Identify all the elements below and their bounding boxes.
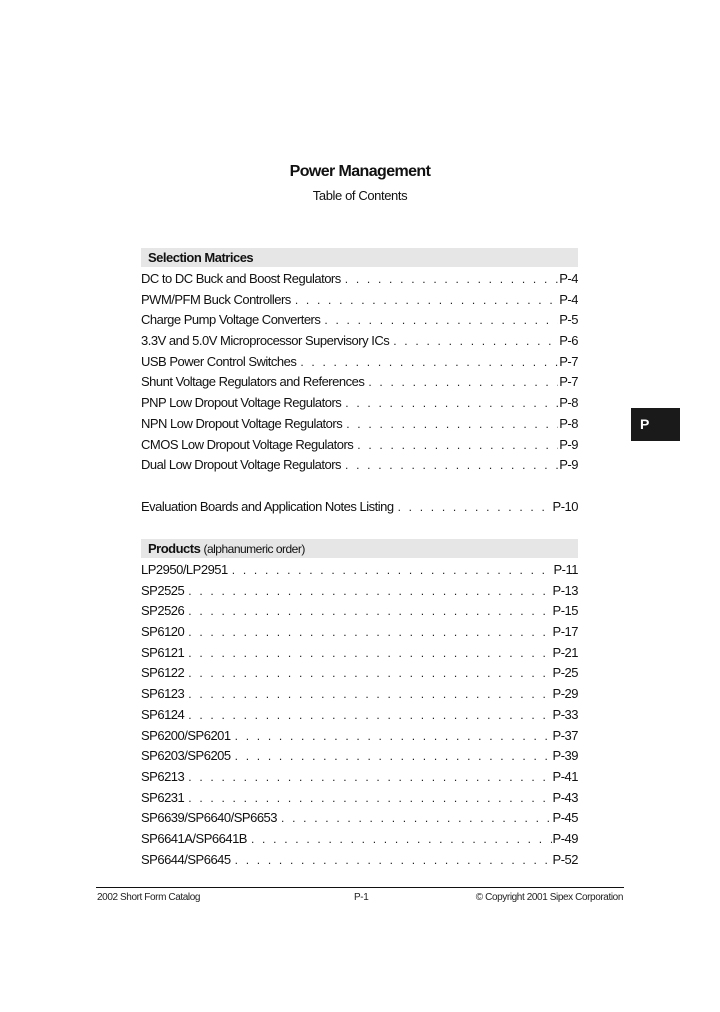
toc-entry-page: P-43 (552, 789, 578, 805)
dot-leader (346, 414, 558, 435)
toc-entry[interactable] (141, 435, 578, 456)
section-heading: Products (148, 541, 201, 556)
dot-leader (345, 393, 558, 414)
page-title: Power Management (289, 163, 431, 180)
toc-entry-page: P-41 (552, 768, 578, 784)
toc-entry[interactable] (141, 372, 578, 393)
dot-leader (235, 746, 552, 767)
dot-leader (281, 808, 552, 829)
toc-entry[interactable] (141, 684, 578, 705)
footer-divider (96, 887, 624, 888)
selection-matrices-section (141, 248, 578, 476)
section-heading: Selection Matrices (148, 250, 254, 265)
dot-leader (295, 290, 558, 311)
toc-entry-name: SP6120 (141, 624, 185, 640)
toc-entry-name: SP6200/SP6201 (141, 727, 231, 743)
toc-entry-name: SP6121 (141, 644, 185, 660)
toc-entry-name: SP2526 (141, 603, 185, 619)
toc-entry-name: SP6122 (141, 665, 185, 681)
dot-leader (188, 663, 551, 684)
dot-leader (188, 684, 551, 705)
toc-entry[interactable] (141, 808, 578, 829)
dot-leader (398, 497, 552, 518)
toc-entry-name: CMOS Low Dropout Voltage Regulators (141, 436, 354, 452)
section-header (141, 539, 578, 558)
toc-entry-name: SP6641A/SP6641B (141, 830, 247, 846)
dot-leader (300, 352, 558, 373)
toc-entry-name: PNP Low Dropout Voltage Regulators (141, 395, 342, 411)
toc-entry-name: Charge Pump Voltage Converters (141, 312, 321, 328)
footer-copyright: © Copyright 2001 Sipex Corporation (475, 892, 623, 903)
toc-entry-page: P-21 (552, 644, 578, 660)
toc-entry-name: SP6639/SP6640/SP6653 (141, 810, 278, 826)
toc-entry[interactable] (141, 310, 578, 331)
toc-entry-page: P-33 (552, 706, 578, 722)
toc-entry[interactable] (141, 705, 578, 726)
toc-entry[interactable] (141, 622, 578, 643)
toc-entry-page: P-5 (559, 312, 578, 328)
toc-entry-page: P-37 (552, 727, 578, 743)
toc-entry-name: 3.3V and 5.0V Microprocessor Supervisory ICs (141, 333, 390, 349)
toc-entry-page: P-17 (552, 624, 578, 640)
footer-catalog-name: 2002 Short Form Catalog (97, 892, 201, 903)
toc-entry-page: P-8 (559, 415, 578, 431)
toc-entry-page: P-6 (559, 333, 578, 349)
dot-leader (324, 310, 558, 331)
toc-entry-page: P-10 (552, 499, 578, 514)
toc-entry[interactable] (141, 829, 578, 850)
dot-leader (188, 788, 551, 809)
toc-entry-name: SP2525 (141, 582, 185, 598)
dot-leader (188, 767, 551, 788)
dot-leader (235, 850, 552, 871)
toc-entry[interactable] (141, 581, 578, 602)
dot-leader (188, 705, 551, 726)
toc-entry-page: P-9 (559, 457, 578, 473)
toc-entry-name: SP6123 (141, 686, 185, 702)
toc-entry-name: Evaluation Boards and Application Notes Listing (141, 499, 394, 514)
toc-entry-name: PWM/PFM Buck Controllers (141, 291, 291, 307)
toc-entry[interactable] (141, 663, 578, 684)
toc-entry-name: LP2950/LP2951 (141, 562, 228, 577)
toc-entry-page: P-25 (552, 665, 578, 681)
toc-entry[interactable] (141, 290, 578, 311)
dot-leader (393, 331, 558, 352)
dot-leader (235, 726, 552, 747)
evaluation-section (141, 497, 578, 518)
toc-entry-name: SP6644/SP6645 (141, 851, 231, 867)
toc-entry[interactable] (141, 414, 578, 435)
dot-leader (232, 560, 553, 581)
section-header (141, 248, 578, 267)
toc-entry-name: Shunt Voltage Regulators and References (141, 374, 365, 390)
toc-entry-name: SP6124 (141, 706, 185, 722)
toc-entry-page: P-4 (559, 271, 578, 286)
toc-entry-page: P-29 (552, 686, 578, 702)
section-tab-marker: P (631, 408, 680, 441)
toc-entry-page: P-13 (552, 582, 578, 598)
dot-leader (357, 435, 558, 456)
toc-entry-page: P-4 (559, 291, 578, 307)
toc-entry[interactable] (141, 643, 578, 664)
toc-entry-page: P-49 (552, 830, 578, 846)
toc-entry-page: P-9 (559, 436, 578, 452)
toc-entry[interactable] (141, 767, 578, 788)
dot-leader (188, 601, 551, 622)
products-section (141, 539, 578, 870)
toc-entry[interactable] (141, 788, 578, 809)
dot-leader (188, 643, 551, 664)
toc-entry[interactable] (141, 352, 578, 373)
toc-entry-page: P-52 (552, 851, 578, 867)
toc-entry[interactable] (141, 850, 578, 871)
toc-entry-page: P-7 (559, 353, 578, 369)
toc-entry[interactable] (141, 455, 578, 476)
dot-leader (188, 581, 551, 602)
dot-leader (345, 269, 558, 290)
section-heading-note: (alphanumeric order) (203, 542, 305, 556)
toc-entry-page: P-11 (553, 562, 578, 577)
dot-leader (368, 372, 558, 393)
toc-entry[interactable] (141, 269, 578, 290)
toc-entry-page: P-39 (552, 748, 578, 764)
toc-entry-name: DC to DC Buck and Boost Regulators (141, 271, 341, 286)
toc-entry-name: SP6231 (141, 789, 185, 805)
toc-entry[interactable] (141, 331, 578, 352)
toc-entry-page: P-8 (559, 395, 578, 411)
toc-entry-name: USB Power Control Switches (141, 353, 297, 369)
footer-page-number: P-1 (354, 892, 369, 903)
dot-leader (251, 829, 552, 850)
toc-entry-name: Dual Low Dropout Voltage Regulators (141, 457, 342, 473)
toc-entry[interactable] (141, 601, 578, 622)
toc-entry[interactable] (141, 393, 578, 414)
toc-entry-page: P-45 (552, 810, 578, 826)
toc-entry-name: SP6203/SP6205 (141, 748, 231, 764)
toc-entry[interactable] (141, 726, 578, 747)
page-subtitle: Table of Contents (312, 188, 408, 203)
toc-entry[interactable] (141, 497, 578, 518)
dot-leader (345, 455, 558, 476)
toc-entry-page: P-7 (559, 374, 578, 390)
dot-leader (188, 622, 551, 643)
toc-entry-name: SP6213 (141, 768, 185, 784)
toc-entry[interactable] (141, 746, 578, 767)
toc-entry[interactable] (141, 560, 578, 581)
products-list (141, 560, 578, 870)
toc-entry-page: P-15 (552, 603, 578, 619)
selection-list (141, 269, 578, 476)
toc-entry-name: NPN Low Dropout Voltage Regulators (141, 415, 343, 431)
